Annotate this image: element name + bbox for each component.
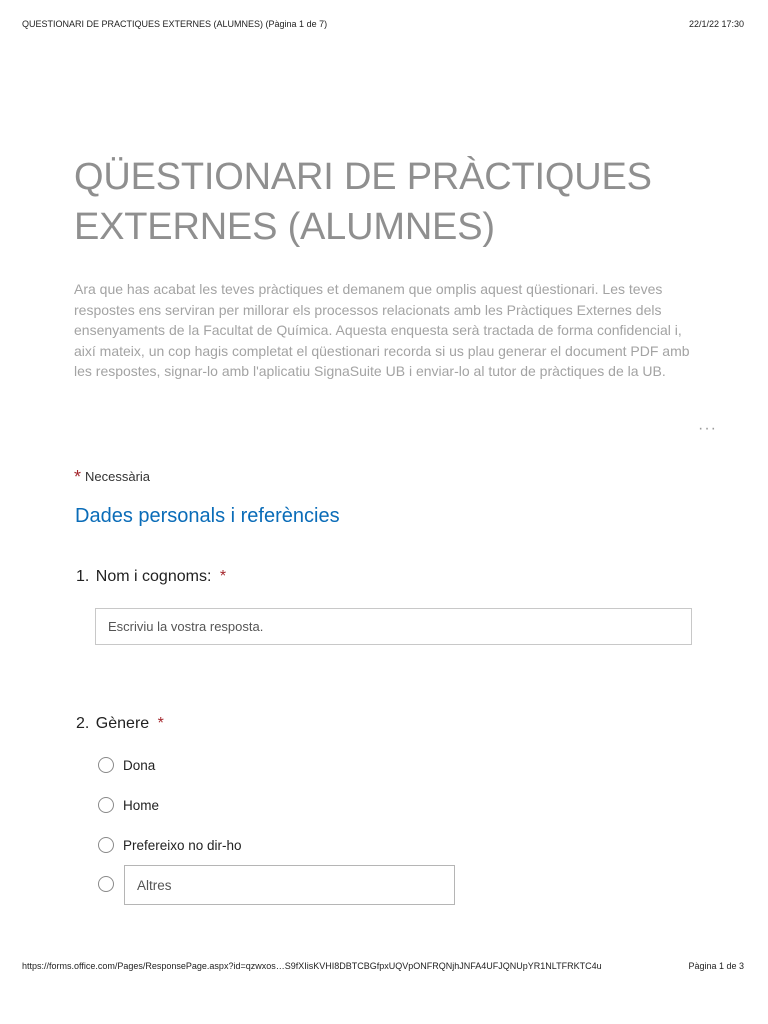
gender-option-prefer-not[interactable] xyxy=(98,837,242,853)
print-header-title: QUESTIONARI DE PRACTIQUES EXTERNES (ALUMNES) (Pàgina 1 de 7) xyxy=(22,19,328,29)
option-label: Prefereixo no dir-ho xyxy=(123,837,242,853)
print-header xyxy=(22,19,744,29)
section-title: Dades personals i referències xyxy=(75,505,340,527)
radio-button[interactable] xyxy=(98,757,114,773)
radio-button[interactable] xyxy=(98,876,114,892)
page-number: Pàgina 1 de 3 xyxy=(688,961,744,971)
option-label: Home xyxy=(123,797,160,813)
form-title-line1: QÜESTIONARI DE PRÀCTIQUES xyxy=(74,156,652,198)
required-asterisk: * xyxy=(157,715,164,732)
required-asterisk: * xyxy=(74,467,82,487)
print-header-datetime: 22/1/22 17:30 xyxy=(688,19,744,29)
question-number: 1. xyxy=(76,568,90,585)
form-title xyxy=(74,152,674,252)
form-title-line2: EXTERNES (ALUMNES) xyxy=(74,206,495,248)
gender-option-dona[interactable] xyxy=(98,757,155,773)
more-options-button[interactable]: ··· xyxy=(698,420,717,437)
gender-option-home[interactable] xyxy=(98,797,159,813)
radio-button[interactable] xyxy=(98,837,114,853)
form-description: Ara que has acabat les teves pràctiques et demanem que omplis aquest qüestionari. Les teves respostes ens serviran per millorar els processos relacionats amb les Pràctiques Externes dels ensenyaments de la Facultat de Química. Aquesta enquesta serà tractada de forma confidencial i, així mateix, un cop hagis completat el qüestionari recorda si us plau generar el document PDF amb les respostes, signar-lo amb l'aplicatiu SignaSuite UB i enviar-lo al tutor de pràctiques de la UB. xyxy=(74,281,690,380)
question-label: Gènere xyxy=(95,715,150,732)
page-url: https://forms.office.com/Pages/ResponsePage.aspx?id=qzwxos…S9fXIisKVHI8DBTCBGfpxUQVpONFRQNjhJNFA4UFJQNUpYR1NLTFRKTC4u xyxy=(22,961,602,971)
question-2-title xyxy=(76,715,164,733)
required-asterisk: * xyxy=(219,568,227,585)
radio-button[interactable] xyxy=(98,797,114,813)
other-gender-input[interactable] xyxy=(124,865,455,905)
question-number: 2. xyxy=(76,715,90,732)
required-text: Necessària xyxy=(85,469,151,484)
required-note xyxy=(74,467,150,488)
question-label: Nom i cognoms: xyxy=(95,568,212,585)
question-1-title xyxy=(76,568,226,586)
option-label: Dona xyxy=(123,757,156,773)
name-input[interactable] xyxy=(95,608,692,645)
print-footer xyxy=(22,961,744,971)
gender-option-other[interactable] xyxy=(98,876,123,892)
